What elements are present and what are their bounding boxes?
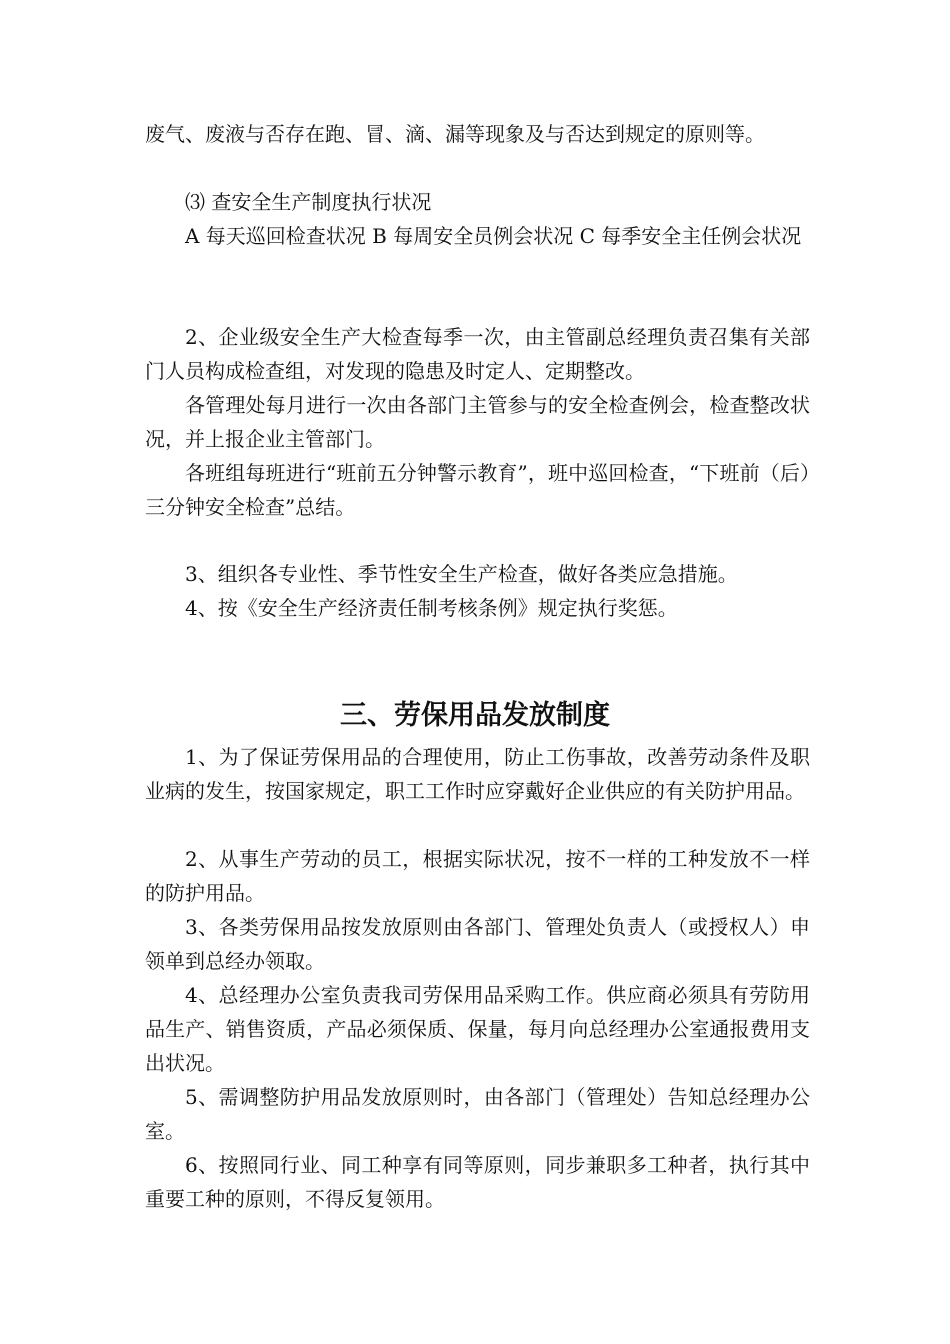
paragraph-rewards-penalties: 4、按《安全生产经济责任制考核条例》规定执行奖惩。 <box>185 596 678 620</box>
paragraph-company-inspection: 2、企业级安全生产大检查每季一次，由主管副总经理负责召集有关部门人员构成检查组，对发现的隐患及时定人、定期整改。 <box>145 325 810 383</box>
paragraph-inspection-types: A 每天巡回检查状况 B 每周安全员例会状况 C 每季安全主任例会状况 <box>185 224 802 248</box>
paragraph-team-inspection: 各班组每班进行“班前五分钟警示教育”，班中巡回检查，“下班前（后）三分钟安全检查”总结。 <box>145 461 810 519</box>
list-item: 1、为了保证劳保用品的合理使用，防止工伤事故，改善劳动条件及职业病的发生，按国家规定，职工工作时应穿戴好企业供应的有关防护用品。 <box>145 745 810 803</box>
list-item: 2、从事生产劳动的员工，根据实际状况，按不一样的工种发放不一样的防护用品。 <box>145 847 810 905</box>
list-item: 6、按照同行业、同工种享有同等原则，同步兼职多工种者，执行其中重要工种的原则，不得反复领用。 <box>145 1153 810 1211</box>
list-item: 3、各类劳保用品按发放原则由各部门、管理处负责人（或授权人）申领单到总经办领取。 <box>145 915 810 973</box>
paragraph-special-inspection: 3、组织各专业性、季节性安全生产检查，做好各类应急措施。 <box>185 562 738 586</box>
paragraph-item-3-heading: ⑶ 查安全生产制度执行状况 <box>185 190 432 214</box>
paragraph-management-inspection: 各管理处每月进行一次由各部门主管参与的安全检查例会，检查整改状况，并上报企业主管部门。 <box>145 393 810 451</box>
section-title-protective-equipment: 三、劳保用品发放制度 <box>340 700 610 731</box>
list-item: 4、总经理办公室负责我司劳保用品采购工作。供应商必须具有劳防用品生产、销售资质，产品必须保质、保量，每月向总经理办公室通报费用支出状况。 <box>145 983 810 1075</box>
list-item: 5、需调整防护用品发放原则时，由各部门（管理处）告知总经理办公室。 <box>145 1085 810 1143</box>
paragraph-waste-check: 废气、废液与否存在跑、冒、滴、漏等现象及与否达到规定的原则等。 <box>145 122 765 146</box>
